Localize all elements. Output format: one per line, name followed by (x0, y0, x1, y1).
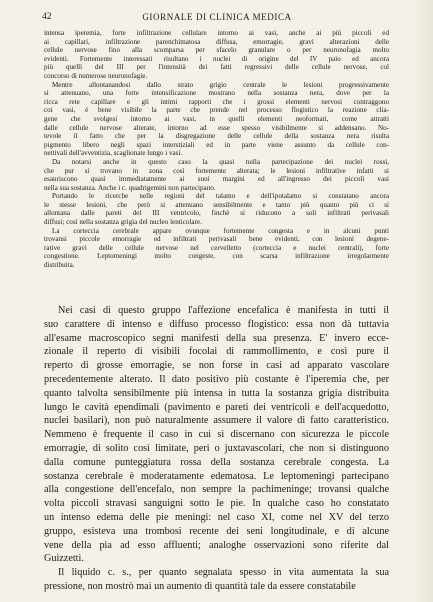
text-line: tevole il fatto che per la disgregazione delle cellule della sostanza nera risulta (44, 132, 389, 141)
text-line: più quelli del III per l'intensità dei fatti regressivi delle cellule nervose, col (44, 63, 389, 72)
text-line: esauriscono quasi immediatamente ai suoi margini ed all'ingresso dei piccoli vasi (44, 175, 389, 184)
page-header (42, 12, 392, 26)
text-line: nella sua sostanza. Anche i c. quadrigemini non partecipano. (44, 183, 216, 192)
text-line: quanto talvolta sensibilmente più intensa in tutta la sostanza grigia distribuita (44, 387, 389, 399)
running-title: GIORNALE DI CLINICA MEDICA (142, 12, 292, 22)
text-line: distribuita. (44, 261, 75, 270)
text-line: ai capillari, infiltrazione parenchimatosa diffusa, emorragie, gravi alterazioni delle (44, 37, 389, 46)
text-line: congestione. Leptomeningi molto congeste, con scarsa infiltrazione irregolarmente (44, 252, 389, 261)
text-line: coi vasi, è bene visibile la parte che prende nel processo flogistico la reazione clia- (44, 106, 389, 115)
text-line: nettivali dell'avventizia, scaglionate lungo i vasi. (44, 149, 183, 158)
text-line: Il liquido c. s., per quanto segnalata spesso in vita aumentata la sua (58, 567, 389, 579)
text-line: Guizzetti. (44, 553, 84, 565)
text-line: cellule nervose fino alla scomparsa per sfacelo granulare o per neuronofagia molto (44, 46, 389, 55)
text-line: precedentemente alterato. Il dato positivo più costante è l'iperemia che, per (44, 373, 389, 385)
text-line: nuclei basilari), non può naturalmente assumere il valore di fatto caratteristico. (44, 415, 389, 427)
text-line: La corteccia cerebrale appare ovunque fortemente congesta e in alcuni punti (52, 226, 389, 235)
text-line: allontana dalle pareti del III ventricolo, finchè si riducono a soli infiltrati perivasali (44, 209, 389, 218)
text-line: evidenti. Fortemente interessati risultano i nuclei di origine del IV paio ed ancora (44, 54, 389, 63)
text-line: che pur si trovano in zona così fortemente alterata; le lesioni infiltrative infatti si (44, 166, 389, 175)
text-line: pigmento libero negli spazi interstiziali ed in parte viene assunto da cellule con- (44, 140, 389, 149)
text-line: diffusi; così nella sostanza grigia del nucleo lenticolare. (44, 218, 202, 227)
text-line: dalla comune punteggiatura rossa della sostanza cerebrale congesta. La (44, 456, 389, 468)
text-line: volta piccoli stravasi sanguigni sotto le pie. In qualche caso ho constatato (44, 498, 389, 510)
text-line: concorso di numerose neuronofagie. (44, 71, 148, 80)
text-line: Nei casi di questo gruppo l'affezione encefalica è manifesta in tutti il (58, 305, 389, 316)
text-line: gruppo, esisteva una trombosi recente dei seni longitudinale, e di alcune (44, 525, 389, 537)
page-number: 42 (42, 12, 52, 22)
text-line: alla congestione dell'encefalo, non sempre la pachimeninge; trovansi qualche (44, 484, 389, 496)
text-line: Portando le ricerche nelle regioni del talamo e dell'ipotalamo si constatano ancora (52, 192, 389, 201)
text-line: emorragie, di solito così limitate, peri o juxtavascolari, che non si distinguono (44, 442, 389, 454)
text-line: reperto di grosse emorragie, se non forse in casi ad apparato vascolare (44, 360, 389, 372)
text-line: un intenso edema delle pie meningi: nel caso XI, come nel XV del terzo (44, 511, 389, 523)
text-line: all'esame macroscopico segni manifesti della sua presenza. E' invero ecce- (44, 332, 389, 344)
text-line: intensa iperemia, forte infiltrazione cellulare intorno ai vasi, anche ai più piccoli ed (44, 29, 389, 37)
text-line: dalle cellule nervose alterate, intorno ad esse spesso visibilmente si addensano. No- (44, 123, 389, 132)
body-text-section (44, 304, 389, 594)
text-line: sostanza cerebrale è moderatamente edematosa. Le leptomeningi partecipano (44, 470, 389, 482)
text-line: le stesse lesioni, che però si attenuano sensibilmente e tanto più quanto più ci si (44, 200, 389, 209)
text-line: vene della pia ad esso affluenti; analoghe osservazioni sono riferite dal (44, 539, 389, 551)
text-line: rative gravi delle cellule nervose nel cervelletto (corteccia e nuclei centrali), forte (44, 243, 389, 252)
text-line: Da notarsi anche in questo caso la quasi nulla partecipazione dei nuclei rossi, (52, 157, 389, 166)
text-line: zionale il reperto di visibili focolai di rammollimento, e così pure il (44, 346, 389, 358)
text-line: trovansi piccole emorragie ed infiltrati perivasali bene evidenti, con lesioni degene- (44, 235, 389, 244)
text-line: pressione, non mostrò mai un aumento di quantità tale da essere constatabile (44, 580, 356, 592)
text-line: lungo le cavità ependimali (pavimento e pareti dei ventricoli e dell'acquedotto, (44, 401, 389, 413)
text-line: gene che svolgesi intorno ai vasi, in quelli elementi neoformati, come attratti (44, 114, 389, 123)
text-line: Mentre allontanandosi dallo strato grigio centrale le lesioni progressivamente (52, 80, 389, 89)
text-line: Nemmeno è frequente il caso in cui si discernano con sicurezza le piccole (44, 429, 389, 441)
text-line: suo carattere di intenso e diffuso processo flogistico: essa non dà tuttavia (44, 318, 389, 330)
text-line: ricca rete capillare e gli intimi rapporti che i grossi elementi nervosi contraggono (44, 97, 389, 106)
page-gutter (413, 0, 433, 602)
small-print-section (44, 29, 389, 270)
text-line: si attenuano, una forte intensificazione mostrano nella sostanza nera, dove per la (44, 89, 389, 98)
